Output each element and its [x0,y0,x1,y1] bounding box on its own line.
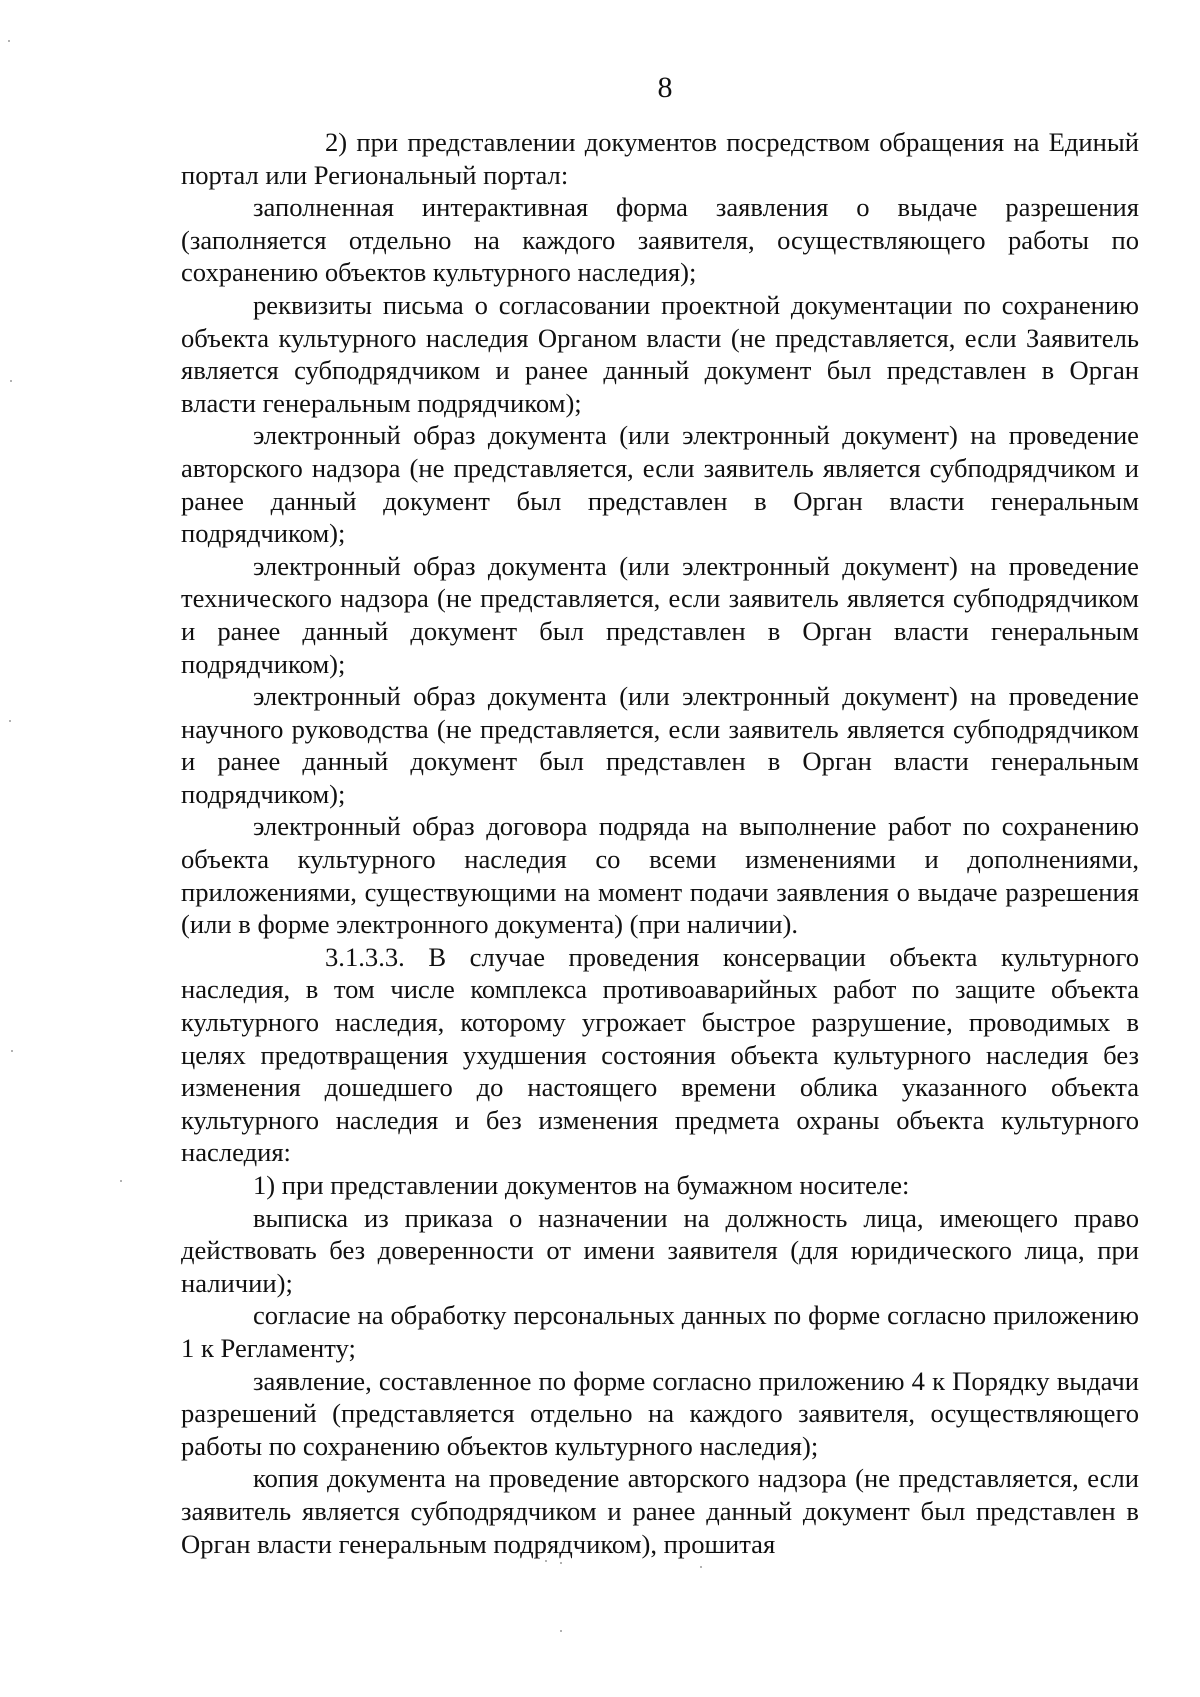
document-body [181,126,1139,1560]
item-number: 2) [325,127,348,157]
paragraph: электронный образ договора подряда на выполнение работ по сохранению объекта культурного наследия со всеми изменениями и дополнениями, приложениями, существующими на момент подачи заявления о выдаче разрешения (или в форме электронного документа) (при наличии). [181,811,1139,940]
paragraph: электронный образ документа (или электронный документ) на проведение технического надзора (не представляется, если заявитель является субподрядчиком и ранее данный документ был представлен в Орган власти генеральным подрядчиком); [181,550,1139,679]
paragraph: выписка из приказа о назначении на должность лица, имеющего право действовать без доверенности от имени заявителя (для юридического лица, при наличии); [181,1202,1139,1298]
paragraph: согласие на обработку персональных данных по форме согласно приложению 1 к Регламенту; [181,1300,1139,1363]
paragraph: заполненная интерактивная форма заявления о выдаче разрешения (заполняется отдельно на каждого заявителя, осуществляющего работы по сохранению объектов культурного наследия); [181,192,1139,288]
paragraph: 1) при представлении документов на бумажном носителе: [253,1170,910,1200]
item-number: 3.1.3.3. [325,941,405,972]
paragraph: реквизиты письма о согласовании проектной документации по сохранению объекта культурного наследия Органом власти (не представляется, если Заявитель является субподрядчиком и ранее данный документ был представлен в Орган власти генеральным подрядчиком); [181,289,1139,418]
paragraph-text: В случае проведения консервации объекта культурного наследия, в том числе комплекса противоаварийных работ по защите объекта культурного наследия, которому угрожает быстрое разрушение, проводимых в целях предотвращения ухудшения состояния объекта культурного наследия без изменения дошедшего до настоящего времени облика указанного объекта культурного наследия и без изменения предмета охраны объекта культурного наследия: [181,941,1139,1168]
page-number: 8 [657,71,673,104]
paragraph [181,941,1139,1169]
paragraph: заявление, составленное по форме согласно приложению 4 к Порядку выдачи разрешений (представляется отдельно на каждого заявителя, осуществляющего работы по сохранению объектов культурного наследия); [181,1365,1139,1461]
paragraph-text: при представлении документов посредством обращения на Единый портал или Региональный портал: [181,127,1139,190]
paragraph: копия документа на проведение авторского надзора (не представляется, если заявитель является субподрядчиком и ранее данный документ был представлен в Орган власти генеральным подрядчиком), прошитая [181,1463,1139,1559]
paragraph: электронный образ документа (или электронный документ) на проведение научного руководства (не представляется, если заявитель является субподрядчиком и ранее данный документ был представлен в Орган власти генеральным подрядчиком); [181,681,1139,809]
paragraph [181,126,1139,191]
paragraph: электронный образ документа (или электронный документ) на проведение авторского надзора (не представляется, если заявитель является субподрядчиком и ранее данный документ был представлен в Орган власти генеральным подрядчиком); [181,420,1139,549]
